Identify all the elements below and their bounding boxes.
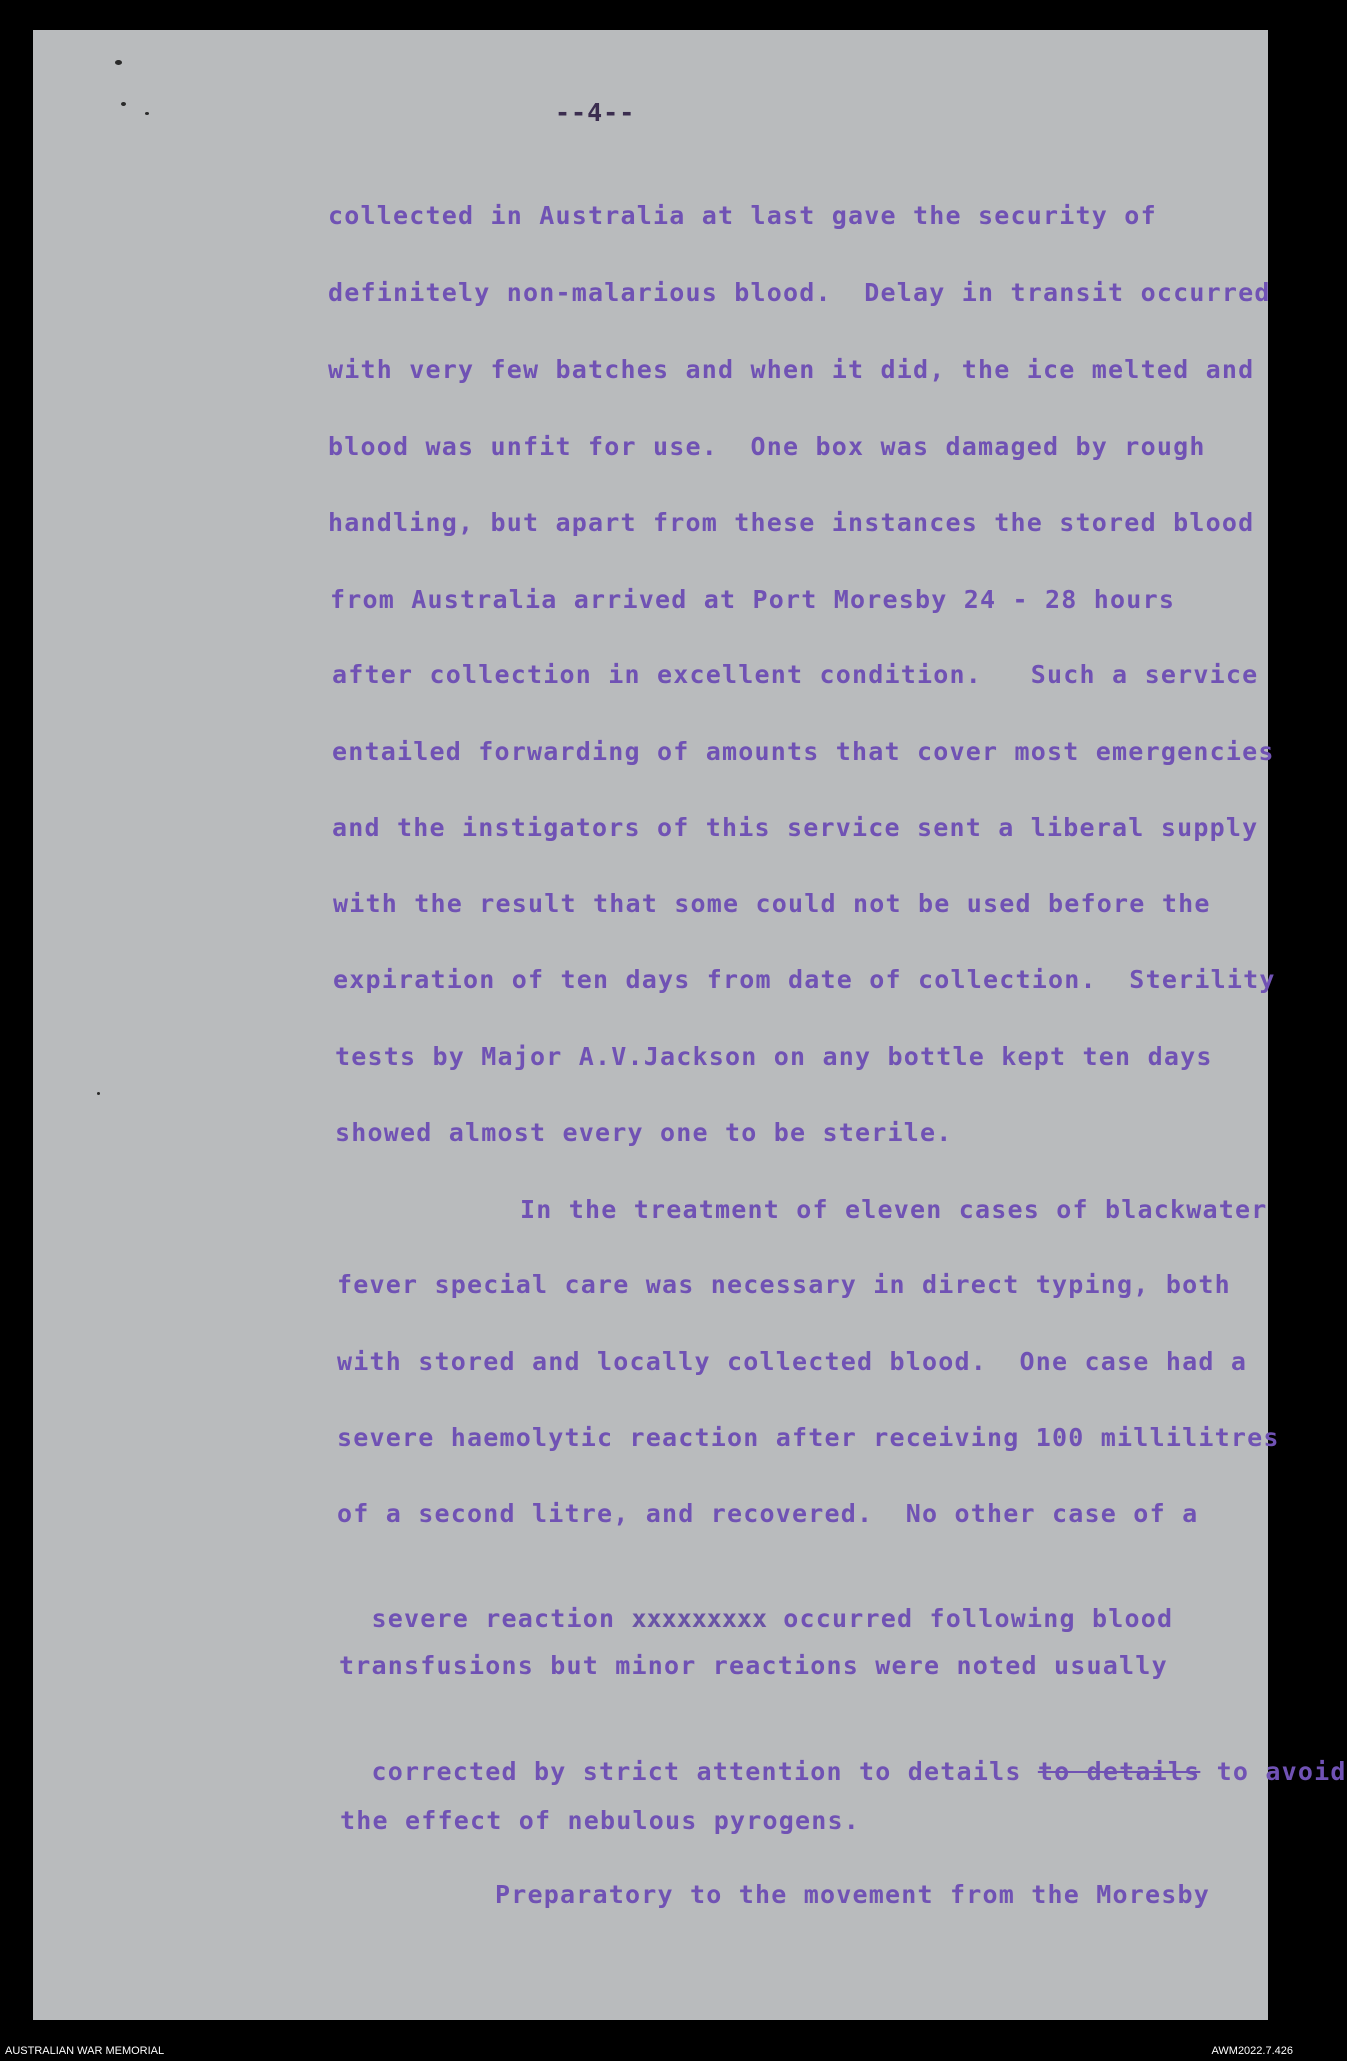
text-line — [339, 1728, 1347, 1786]
text-line: with the result that some could not be used before the — [333, 889, 1211, 918]
paper-speck — [121, 102, 126, 106]
struck-out-text: xxxxxxxxx — [631, 1604, 768, 1633]
text-line: blood was unfit for use. One box was damaged by rough — [328, 432, 1206, 461]
footer-credit: AUSTRALIAN WAR MEMORIAL — [5, 2045, 165, 2057]
page-number: --4-- — [555, 98, 636, 127]
text-line: expiration of ten days from date of collection. Sterility — [333, 965, 1276, 994]
text-line: In the treatment of eleven cases of blackwater — [520, 1195, 1268, 1224]
text-line: showed almost every one to be sterile. — [335, 1118, 953, 1147]
paper-speck — [115, 60, 122, 65]
text-segment: severe reaction — [371, 1604, 632, 1633]
struck-out-text: to details — [1037, 1757, 1201, 1786]
paper-speck — [145, 112, 149, 115]
text-line: Preparatory to the movement from the Moresby — [495, 1880, 1211, 1909]
text-line: entailed forwarding of amounts that cover most emergencies — [332, 737, 1275, 766]
document-page — [33, 30, 1268, 2020]
text-line: after collection in excellent condition. Such a service — [332, 660, 1259, 689]
text-segment: occurred following blood — [767, 1604, 1174, 1633]
footer-reference: AWM2022.7.426 — [1211, 2045, 1293, 2057]
text-line: the effect of nebulous pyrogens. — [340, 1806, 861, 1835]
text-line: with stored and locally collected blood. One case had a — [337, 1347, 1248, 1376]
text-line: collected in Australia at last gave the security of — [328, 201, 1157, 230]
text-line: from Australia arrived at Port Moresby 24 - 28 hours — [330, 585, 1176, 614]
text-segment: to avoid — [1200, 1757, 1347, 1786]
text-line: tests by Major A.V.Jackson on any bottle kept ten days — [335, 1042, 1213, 1071]
text-line — [339, 1575, 1173, 1633]
text-line: severe haemolytic reaction after receiving 100 millilitres — [337, 1423, 1280, 1452]
text-line: definitely non-malarious blood. Delay in transit occurred — [328, 278, 1271, 307]
text-line: fever special care was necessary in direct typing, both — [337, 1270, 1231, 1299]
text-line: handling, but apart from these instances the stored blood — [328, 508, 1255, 537]
paper-speck — [97, 1092, 100, 1095]
text-line: and the instigators of this service sent a liberal supply — [332, 813, 1259, 842]
text-segment: corrected by strict attention to details — [371, 1757, 1038, 1786]
text-line: of a second litre, and recovered. No other case of a — [337, 1499, 1199, 1528]
text-line: with very few batches and when it did, the ice melted and — [328, 355, 1255, 384]
text-line: transfusions but minor reactions were noted usually — [339, 1651, 1168, 1680]
